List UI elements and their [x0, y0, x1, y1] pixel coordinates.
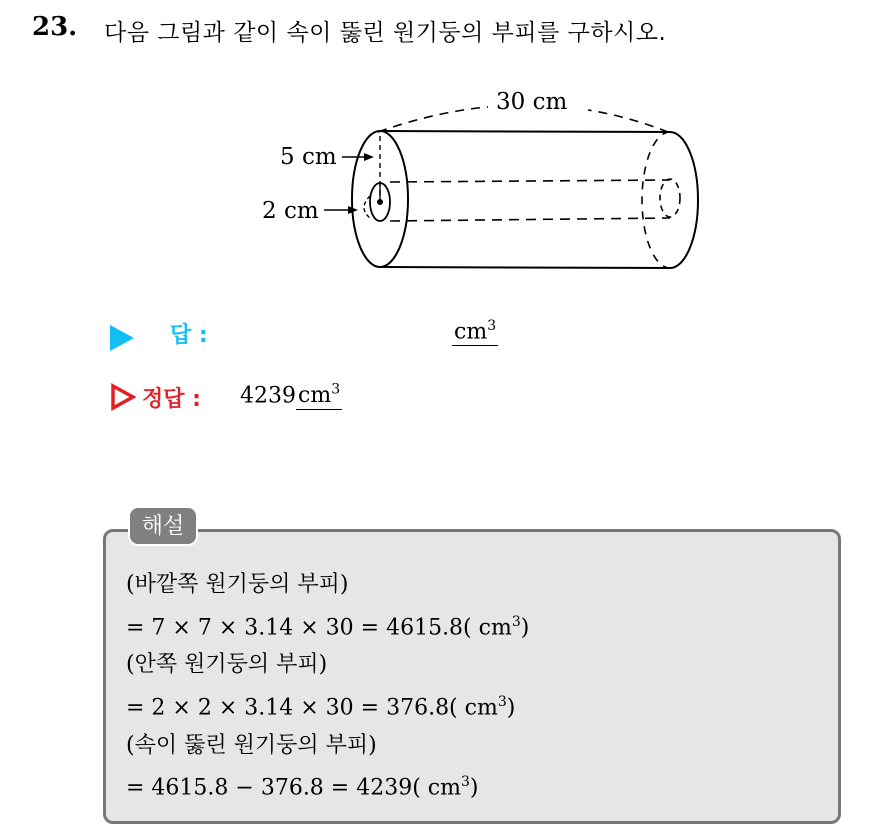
inner-bottom-edge — [390, 218, 670, 221]
play-arrow-icon — [110, 325, 134, 351]
bottom-edge — [380, 267, 670, 268]
correct-answer-label: 정답 : — [142, 387, 201, 412]
solution-line: = 7 × 7 × 3.14 × 30 = 4615.8( $cm^3$) — [126, 613, 530, 640]
outer-radius-label: 5 cm — [280, 144, 337, 170]
inner-radius-arc — [364, 196, 370, 218]
solution-line: (안쪽 원기둥의 부피) — [126, 652, 328, 678]
solution-line: = 4615.8 − 376.8 = 4239( $cm^3$) — [126, 774, 479, 801]
solution-line: (속이 뚫린 원기둥의 부피) — [126, 732, 377, 758]
solution-line: = 2 × 2 × 3.14 × 30 = 376.8( $cm^3$) — [126, 693, 516, 721]
answer-label: 답 : — [170, 323, 208, 348]
top-edge — [380, 131, 670, 132]
question-number: 23. — [32, 12, 78, 42]
question-text: 다음 그림과 같이 속이 뚫린 원기둥의 부피를 구하시오. — [104, 20, 667, 46]
length-label: 30 cm — [496, 89, 568, 115]
center-point — [377, 199, 383, 205]
back-face-visible — [670, 132, 698, 268]
solution-lines — [126, 566, 529, 807]
answer-row — [110, 318, 208, 351]
inner-radius-label: 2 cm — [262, 198, 319, 224]
correct-answer-row — [110, 378, 201, 413]
correct-answer-value: $4239cm^3$ — [240, 382, 341, 409]
inner-hole-back — [660, 179, 680, 217]
hollow-cylinder-figure — [230, 78, 750, 288]
back-face-hidden — [642, 132, 670, 268]
outline-arrow-icon — [110, 383, 136, 411]
solution-tag: 해설 — [128, 506, 198, 546]
answer-unit-blank: $cm^3$ — [454, 318, 497, 345]
inner-top-edge — [390, 180, 670, 182]
solution-line: (바깥쪽 원기둥의 부피) — [126, 572, 349, 597]
